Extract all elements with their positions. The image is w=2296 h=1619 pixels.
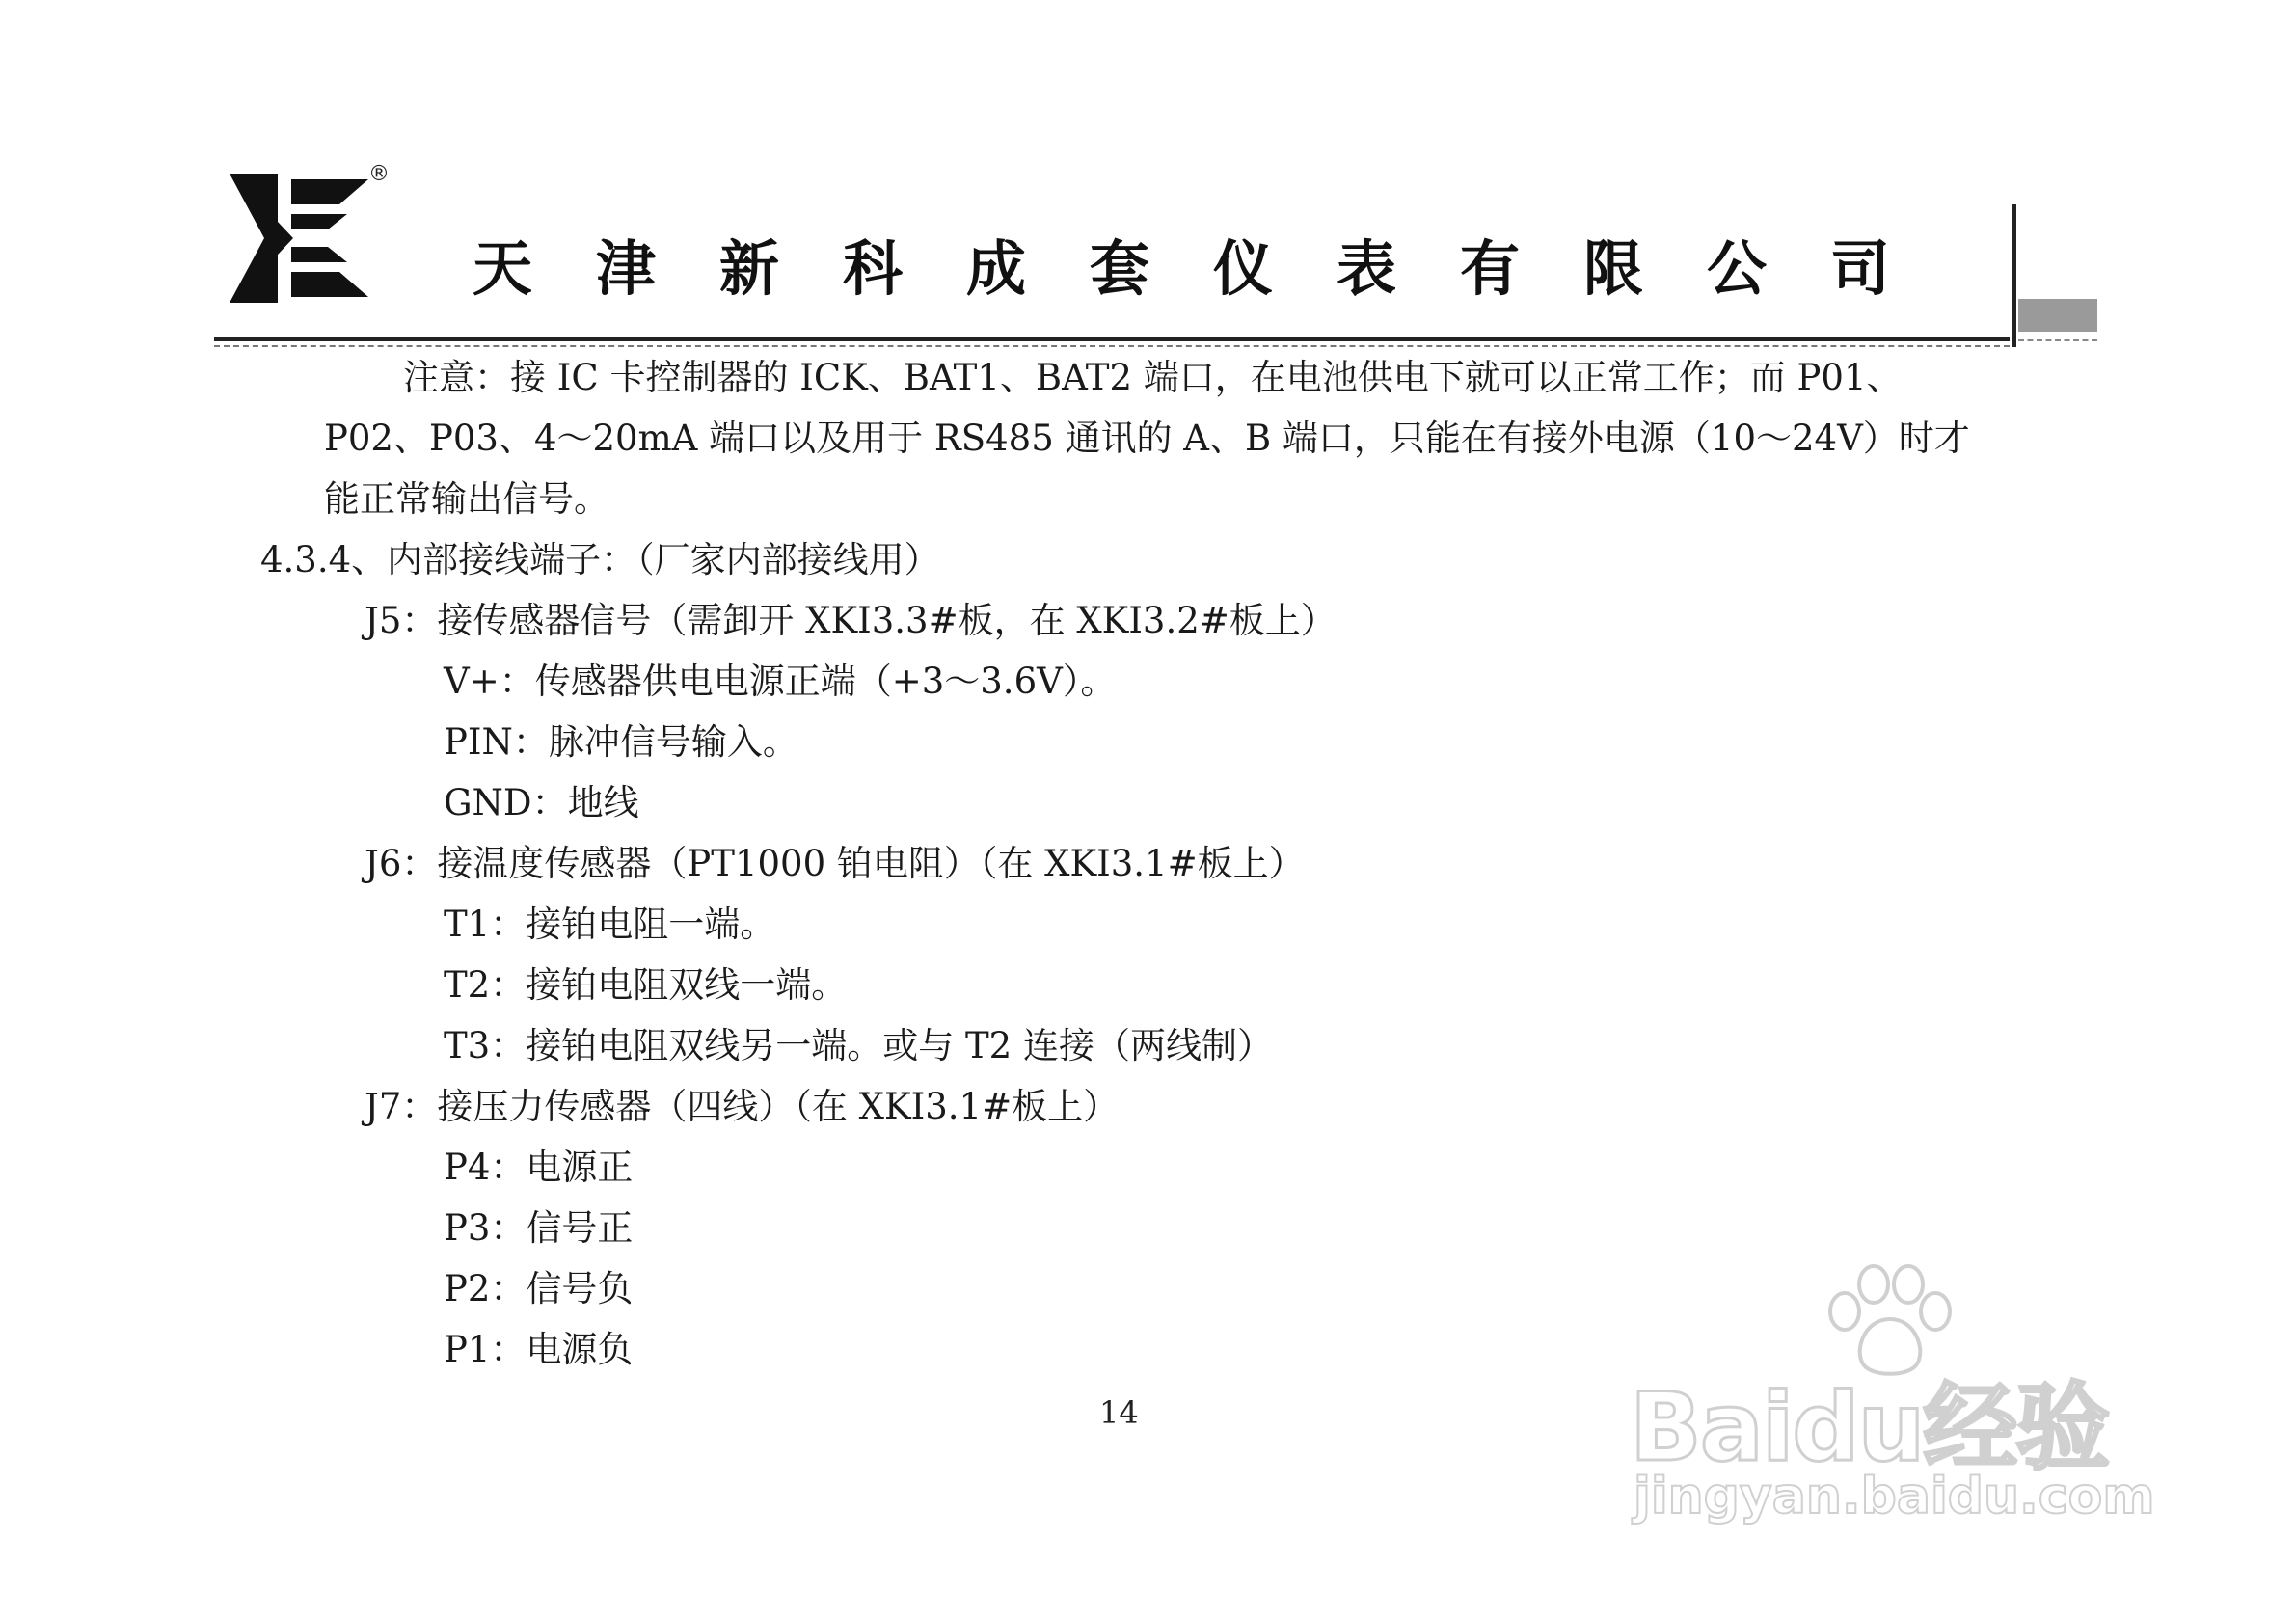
company-name: 天津新科成套仪表有限公司 [473,233,1955,304]
list-item-j6: J6：接温度传感器（PT1000 铂电阻）（在 XKI3.1#板上） [365,843,1305,884]
watermark-url: jingyan.baidu.com [1634,1468,2155,1525]
list-item-t3: T3：接铂电阻双线另一端。或与 T2 连接（两线制） [444,1025,1273,1066]
header-side-line [2012,204,2016,347]
section-heading: 4.3.4、内部接线端子：（厂家内部接线用） [260,539,940,580]
header-side-block [2018,299,2097,332]
watermark-brand: Baidu经验 [1630,1373,2109,1483]
list-item-pin: PIN：脉冲信号输入。 [444,721,798,763]
note-line-2: P02、P03、4～20mA 端口以及用于 RS485 通讯的 A、B 端口，只能在有接外电源（10～24V）时才 [324,418,1970,459]
list-item-v-plus: V+：传感器供电电源正端（+3～3.6V）。 [444,661,1117,702]
company-logo-icon [224,166,378,310]
baidu-watermark [1630,1263,2179,1524]
list-item-p4: P4：电源正 [444,1147,634,1188]
list-item-p1: P1：电源负 [444,1329,634,1370]
header-side-dash [2018,339,2097,341]
list-item-j5: J5：接传感器信号（需卸开 XKI3.3#板，在 XKI3.2#板上） [365,600,1337,641]
page-number: 14 [1099,1394,1139,1431]
list-item-t1: T1：接铂电阻一端。 [444,904,776,945]
note-line-1: 注意：接 IC 卡控制器的 ICK、BAT1、BAT2 端口，在电池供电下就可以正常工作；而 P01、 [403,357,1903,398]
header-rule-dashed [214,345,2010,347]
note-line-3: 能正常输出信号。 [324,478,609,520]
list-item-p3: P3：信号正 [444,1207,634,1249]
registered-mark: ® [368,162,390,186]
list-item-t2: T2：接铂电阻双线一端。 [444,964,848,1006]
list-item-gnd: GND：地线 [444,782,639,823]
list-item-j7: J7：接压力传感器（四线）（在 XKI3.1#板上） [365,1086,1120,1127]
header-rule [214,337,2010,341]
list-item-p2: P2：信号负 [444,1268,634,1309]
